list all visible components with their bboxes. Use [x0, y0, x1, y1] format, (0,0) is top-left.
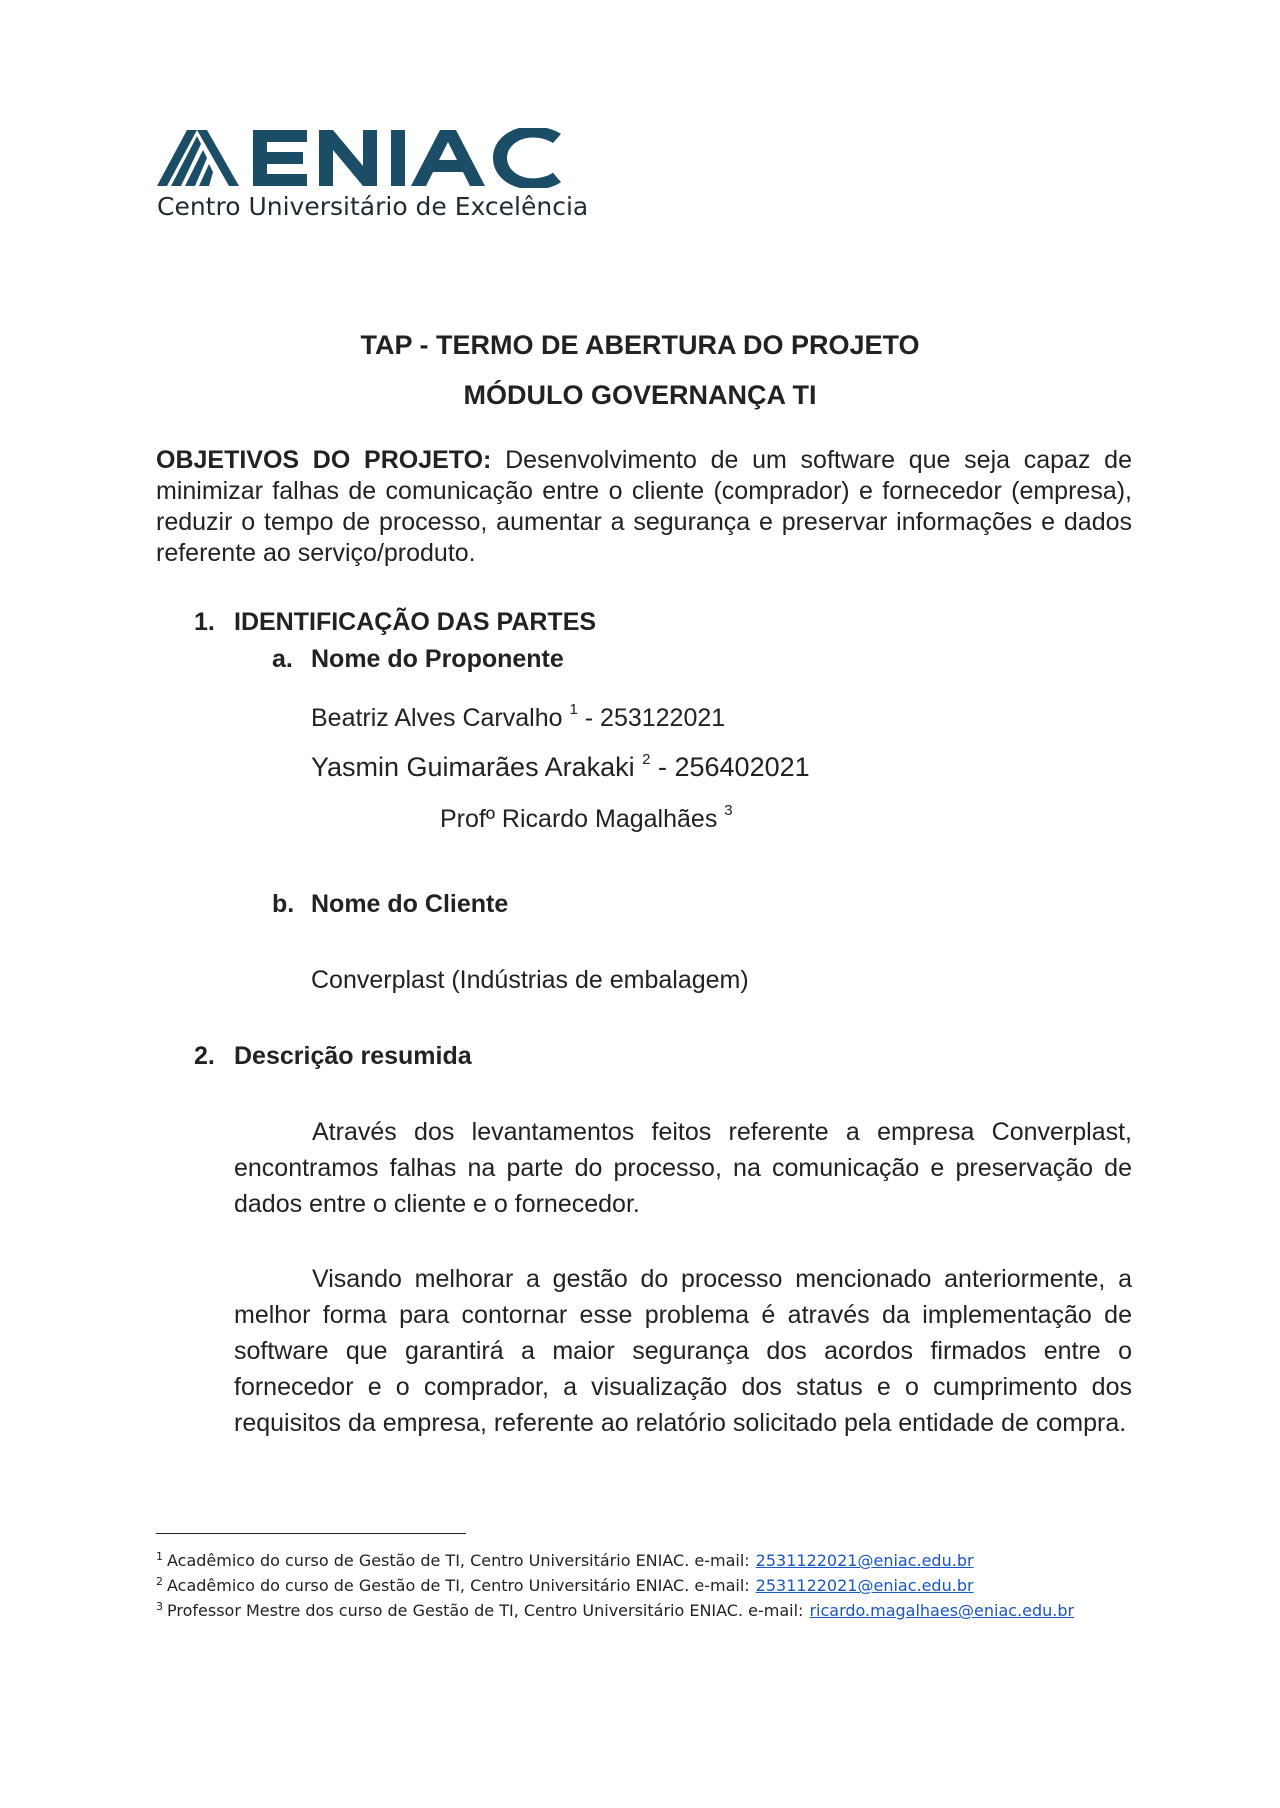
proponent-1-id: - 253122021 — [584, 704, 726, 732]
eniac-logo — [157, 128, 617, 228]
subsection-b-title: Nome do Cliente — [311, 890, 509, 918]
logo-subtitle: Centro Universitário de Excelência — [157, 192, 589, 221]
proponent-2 — [311, 751, 810, 783]
subsection-a-title: Nome do Proponente — [311, 645, 564, 673]
objectives-paragraph — [156, 445, 1132, 569]
section-2-heading — [194, 1042, 472, 1071]
footnote-3-ref: 3 — [156, 1600, 163, 1613]
proponent-2-ref: 2 — [642, 751, 651, 768]
footnote-2 — [156, 1575, 974, 1595]
section-1-heading — [194, 608, 596, 637]
objectives-label: OBJETIVOS DO PROJETO: — [156, 446, 492, 474]
proponent-3-name: Profº Ricardo Magalhães — [440, 805, 718, 833]
footnote-1-ref: 1 — [156, 1550, 163, 1563]
section-2-number: 2. — [194, 1042, 215, 1070]
subsection-a-letter: a. — [272, 645, 293, 673]
subsection-b-heading — [272, 890, 508, 919]
document-title: TAP - TERMO DE ABERTURA DO PROJETO — [360, 330, 920, 360]
footnote-2-email-link[interactable]: 2531122021@eniac.edu.br — [755, 1576, 974, 1595]
proponent-2-name: Yasmin Guimarães Arakaki — [311, 752, 635, 782]
section-1-number: 1. — [194, 608, 215, 636]
footnote-3 — [156, 1600, 1074, 1620]
footnote-separator — [156, 1533, 466, 1534]
footnote-3-email-link[interactable]: ricardo.magalhaes@eniac.edu.br — [809, 1601, 1075, 1620]
description-paragraph-1: Através dos levantamentos feitos referente a empresa Converplast, encontramos falhas na parte do processo, na comunicação e preservação de dados entre o cliente e o fornecedor. — [234, 1118, 1132, 1218]
footnote-1 — [156, 1550, 974, 1570]
proponent-2-id: - 256402021 — [658, 752, 810, 782]
proponent-3 — [440, 802, 733, 834]
subsection-a-heading — [272, 645, 564, 674]
description-paragraph-2: Visando melhorar a gestão do processo mencionado anteriormente, a melhor forma para contornar esse problema é através da implementação de software que garantirá a maior segurança dos acordos firmados entre o fornecedor e o comprador, a visualização dos status e o cumprimento dos requisitos da empresa, referente ao relatório solicitado pela entidade de compra. — [234, 1265, 1132, 1437]
footnote-3-text: Professor Mestre dos curso de Gestão de TI, Centro Universitário ENIAC. e-mail: — [167, 1601, 804, 1620]
proponent-1-name: Beatriz Alves Carvalho — [311, 704, 563, 732]
proponent-1-ref: 1 — [569, 701, 578, 718]
proponent-1 — [311, 701, 725, 733]
subsection-b-letter: b. — [272, 890, 295, 918]
proponent-3-ref: 3 — [724, 802, 733, 819]
client-name: Converplast (Indústrias de embalagem) — [311, 966, 749, 994]
footnote-2-ref: 2 — [156, 1575, 163, 1588]
section-1-title: IDENTIFICAÇÃO DAS PARTES — [234, 608, 597, 636]
objectives-text: Desenvolvimento de um software que seja capaz de minimizar falhas de comunicação entre o cliente (comprador) e fornecedor (empresa), reduzir o tempo de processo, aumentar a segurança e preservar informações e dados referente ao serviço/produto. — [156, 446, 1132, 567]
footnote-1-email-link[interactable]: 2531122021@eniac.edu.br — [755, 1551, 974, 1570]
footnote-1-text: Acadêmico do curso de Gestão de TI, Centro Universitário ENIAC. e-mail: — [167, 1551, 750, 1570]
eniac-logo-mark — [157, 128, 617, 188]
section-2-title: Descrição resumida — [234, 1042, 472, 1070]
footnote-2-text: Acadêmico do curso de Gestão de TI, Centro Universitário ENIAC. e-mail: — [167, 1576, 750, 1595]
document-subtitle: MÓDULO GOVERNANÇA TI — [463, 380, 817, 410]
